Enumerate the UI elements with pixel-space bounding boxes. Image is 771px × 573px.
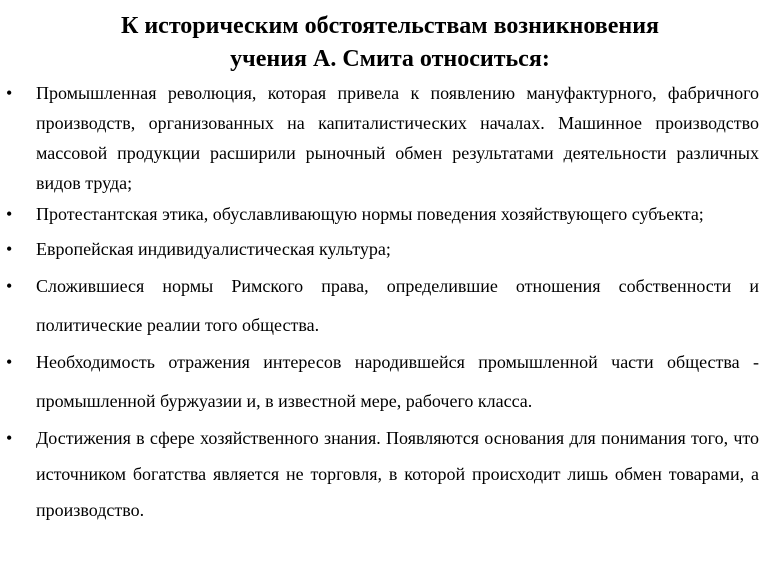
bullet-list — [6, 78, 759, 528]
bullet-item-roman-law — [6, 267, 759, 345]
bullet-text: Европейская индивидуалистическая культура; — [36, 239, 391, 259]
bullet-text: Достижения в сфере хозяйственного знания. Появляются основания для понимания того, что источником богатства является не торговля, в которой происходит лишь обмен товарами, а производство. — [36, 428, 759, 520]
bullet-text: Протестантская этика, обуславливающую нормы поведения хозяйствующего субъекта; — [36, 204, 704, 224]
bullet-icon: • — [6, 83, 13, 103]
bullet-item-industrial-interests — [6, 343, 759, 421]
bullet-icon: • — [6, 204, 13, 224]
bullet-text: Необходимость отражения интересов народившейся промышленной части общества - промышленной буржуазии и, в известной мере, рабочего класса. — [36, 352, 759, 411]
bullet-icon: • — [6, 352, 13, 372]
bullet-text: Промышленная революция, которая привела к появлению мануфактурного, фабричного производств, организованных на капиталистических началах. Машинное производство массовой продукции расширили рыночный обмен результатами деятельности различных видов труда; — [36, 83, 759, 193]
bullet-item-protestant-ethics — [6, 195, 759, 234]
bullet-item-industrial-revolution — [6, 78, 759, 198]
bullet-icon: • — [6, 428, 13, 448]
title-line-1: К историческим обстоятельствам возникновения — [120, 13, 660, 39]
slide-title — [40, 10, 740, 76]
bullet-item-european-culture — [6, 230, 759, 269]
title-line-2: учения А. Смита относиться: — [230, 46, 550, 72]
bullet-item-economic-knowledge — [6, 420, 759, 528]
bullet-text: Сложившиеся нормы Римского права, определившие отношения собственности и политические реалии того общества. — [36, 276, 759, 335]
bullet-icon: • — [6, 239, 13, 259]
bullet-icon: • — [6, 276, 13, 296]
